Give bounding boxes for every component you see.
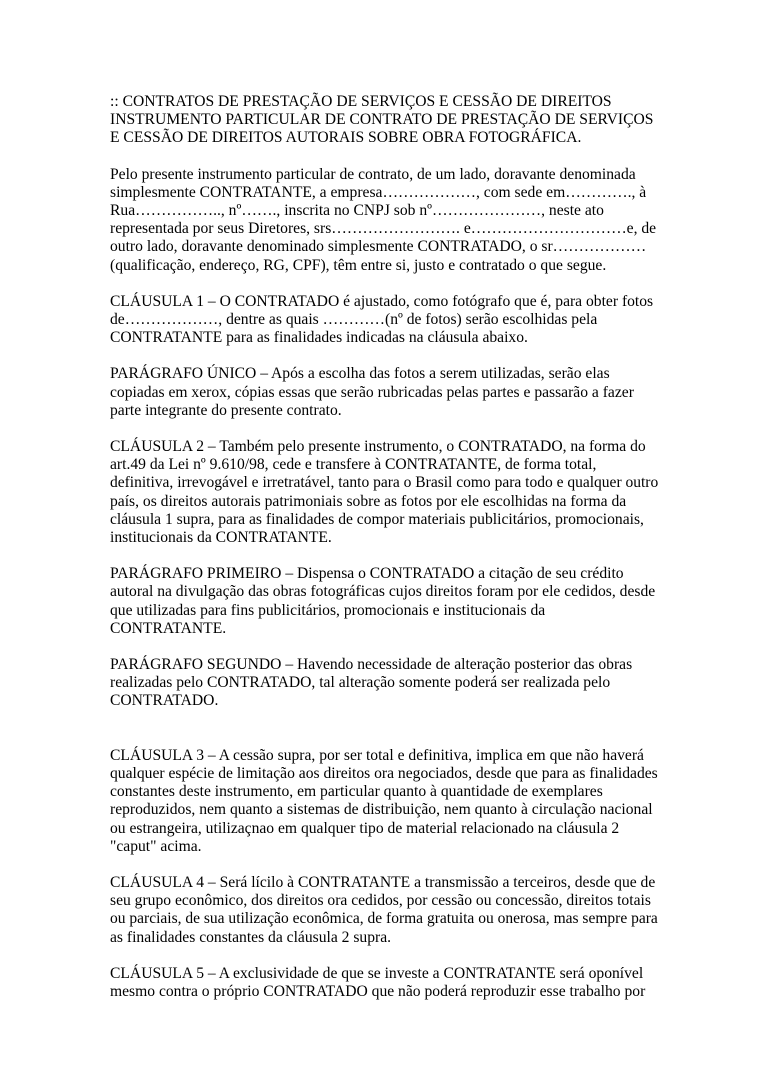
text-line: autoral na divulgação das obras fotográficas cujos direitos foram por ele cedidos, desde xyxy=(110,583,656,601)
text-line: representada por seus Diretores, srs……………………. e…………………………e, de xyxy=(110,220,657,238)
text-line: PARÁGRAFO ÚNICO – Após a escolha das fotos a serem utilizadas, serão elas xyxy=(110,365,610,383)
text-line: Pelo presente instrumento particular de contrato, de um lado, doravante denominada xyxy=(110,165,636,183)
text-line: outro lado, doravante denominado simplesmente CONTRATADO, o sr……………… xyxy=(110,238,647,256)
text-line: reproduzidos, nem quanto a sistemas de distribuição, nem quanto à circulação nacional xyxy=(110,801,653,819)
text-line: PARÁGRAFO SEGUNDO – Havendo necessidade de alteração posterior das obras xyxy=(110,656,633,674)
clausula-4-paragraph xyxy=(110,874,658,947)
text-line: seu grupo econômico, dos direitos ora cedidos, por cessão ou concessão, direitos totais xyxy=(110,892,651,910)
text-line: CLÁUSULA 1 – O CONTRATADO é ajustado, como fotógrafo que é, para obter fotos xyxy=(110,292,654,310)
text-line: PARÁGRAFO PRIMEIRO – Dispensa o CONTRATADO a citação de seu crédito xyxy=(110,565,624,583)
text-line: CLÁUSULA 3 – A cessão supra, por ser total e definitiva, implica em que não haverá xyxy=(110,746,644,764)
header-line: INSTRUMENTO PARTICULAR DE CONTRATO DE PRESTAÇÃO DE SERVIÇOS xyxy=(110,111,654,129)
paragrafo-segundo-paragraph xyxy=(110,656,658,711)
text-line: cláusula 1 supra, para as finalidades de compor materiais publicitários, promocionais, xyxy=(110,510,644,528)
text-line: ou parciais, de sua utilização econômica, de forma gratuita ou onerosa, mas sempre para xyxy=(110,910,658,928)
text-line: simplesmente CONTRATANTE, a empresa………………, com sede em…………., à xyxy=(110,183,647,201)
text-line: art.49 da Lei nº 9.610/98, cede e transfere à CONTRATANTE, de forma total, xyxy=(110,456,597,474)
text-line: constantes deste instrumento, em particular quanto à quantidade de exemplares xyxy=(110,783,603,801)
text-line: CLÁUSULA 2 – Também pelo presente instrumento, o CONTRATADO, na forma do xyxy=(110,438,646,456)
clausula-2-paragraph xyxy=(110,438,658,547)
text-line: CLÁUSULA 5 – A exclusividade de que se investe a CONTRATANTE será oponível xyxy=(110,964,644,982)
clausula-1-paragraph xyxy=(110,293,658,348)
paragrafo-unico-paragraph xyxy=(110,365,658,420)
text-line: CONTRATANTE para as finalidades indicadas na cláusula abaixo. xyxy=(110,329,528,347)
document-page xyxy=(110,93,658,1019)
header-line: :: CONTRATOS DE PRESTAÇÃO DE SERVIÇOS E CESSÃO DE DIREITOS xyxy=(110,93,612,110)
text-line: que utilizadas para fins publicitários, promocionais e institucionais da xyxy=(110,601,546,619)
text-line: qualquer espécie de limitação aos direitos ora negociados, desde que para as finalidades xyxy=(110,764,658,782)
paragrafo-primeiro-paragraph xyxy=(110,565,658,638)
text-line: país, os direitos autorais patrimoniais sobre as fotos por ele escolhidas na forma da xyxy=(110,492,627,510)
text-line: CONTRATANTE. xyxy=(110,619,227,637)
text-line: definitiva, irrevogável e irretratável, tanto para o Brasil como para todo e qualquer outro xyxy=(110,474,659,492)
text-line: CLÁUSULA 4 – Será lícilo à CONTRATANTE a transmissão a terceiros, desde que de xyxy=(110,873,656,891)
text-line: ou estrangeira, utilizaçnao em qualquer tipo de material relacionado na cláusula 2 xyxy=(110,819,620,837)
preamble-paragraph xyxy=(110,166,658,275)
clausula-3-paragraph xyxy=(110,747,658,856)
text-line: parte integrante do presente contrato. xyxy=(110,401,342,419)
text-line: institucionais da CONTRATANTE. xyxy=(110,529,332,547)
text-line: mesmo contra o próprio CONTRATADO que não poderá reproduzir esse trabalho por xyxy=(110,982,646,1000)
text-line: CONTRATADO. xyxy=(110,692,219,710)
text-line: as finalidades constantes da cláusula 2 supra. xyxy=(110,928,392,946)
text-line: Rua…………….., nº……., inscrita no CNPJ sob nº…………………, neste ato xyxy=(110,202,604,220)
text-line: (qualificação, endereço, RG, CPF), têm entre si, justo e contratado o que segue. xyxy=(110,256,607,274)
text-line: copiadas em xerox, cópias essas que serão rubricadas pelas partes e passarão a fazer xyxy=(110,383,634,401)
document-header xyxy=(110,93,658,148)
clausula-5-paragraph xyxy=(110,965,658,1001)
text-line: de………………, dentre as quais …………(nº de fotos) serão escolhidas pela xyxy=(110,311,598,329)
header-line: E CESSÃO DE DIREITOS AUTORAIS SOBRE OBRA FOTOGRÁFICA. xyxy=(110,129,582,147)
text-line: realizadas pelo CONTRATADO, tal alteração somente poderá ser realizada pelo xyxy=(110,674,611,692)
text-line: "caput" acima. xyxy=(110,837,202,855)
